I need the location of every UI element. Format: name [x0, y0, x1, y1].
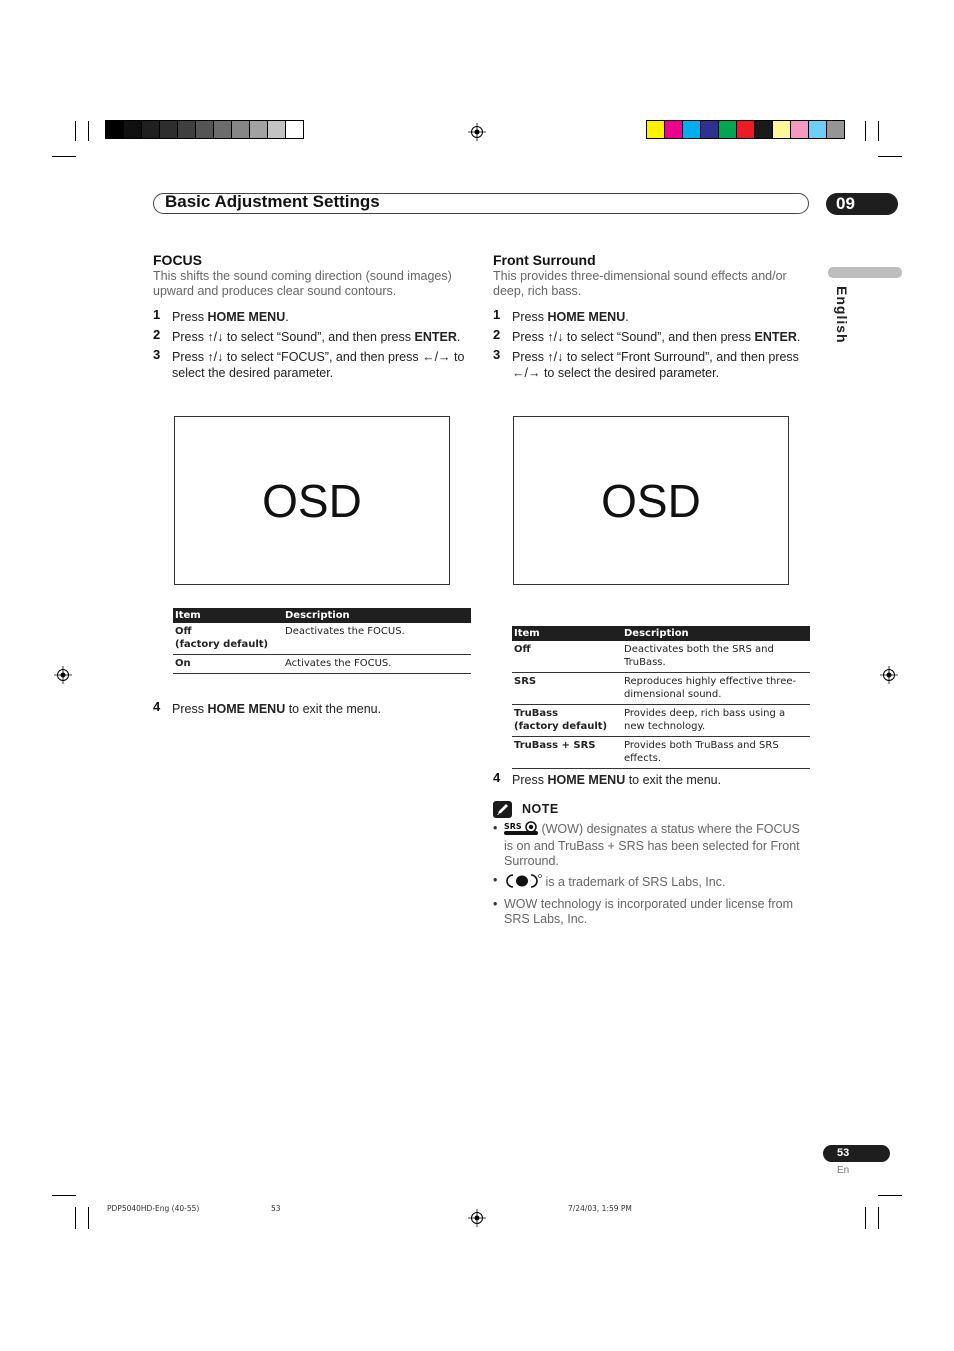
- table-item-cell: On: [173, 655, 283, 674]
- step-number: 2: [153, 327, 161, 342]
- color-swatch: [106, 121, 124, 138]
- step-keyword: HOME MENU: [207, 310, 286, 324]
- footer-filename: PDP5040HD-Eng (40-55): [107, 1204, 200, 1213]
- step-number: 4: [153, 699, 161, 714]
- list-item: [493, 897, 811, 927]
- table-row: [512, 705, 810, 737]
- color-swatch: [701, 121, 719, 138]
- table-item-cell: SRS: [512, 673, 622, 705]
- step-text: to exit the menu.: [285, 702, 382, 716]
- table-description-cell: Deactivates both the SRS and TruBass.: [622, 641, 810, 673]
- color-swatch: [647, 121, 665, 138]
- table-header-row: [173, 608, 471, 623]
- chapter-number-badge: 09: [826, 193, 898, 215]
- step-item: [493, 329, 813, 345]
- step-keyword: HOME MENU: [547, 310, 626, 324]
- focus-options-table: [173, 608, 471, 674]
- step-number: 4: [493, 770, 501, 785]
- process-color-bar: [646, 120, 845, 139]
- color-swatch: [250, 121, 268, 138]
- step-text: Press: [172, 310, 208, 324]
- focus-section: [153, 252, 473, 381]
- step-item: [153, 309, 473, 325]
- table-header-cell: Item: [173, 608, 283, 623]
- step-text: Press ↑/↓ to select “FOCUS”, and then press ←/→ to select the desired parameter.: [172, 350, 465, 380]
- color-swatch: [809, 121, 827, 138]
- step-text: to exit the menu.: [625, 773, 722, 787]
- section-title: Basic Adjustment Settings: [165, 192, 380, 211]
- step-number: 3: [153, 347, 161, 362]
- note-text: is a trademark of SRS Labs, Inc.: [542, 875, 726, 889]
- svg-text:SRS: • SRS: [504, 822, 522, 831]
- page-number-badge: 53: [823, 1145, 890, 1162]
- step-item: [153, 701, 473, 717]
- page-language: En: [837, 1165, 850, 1176]
- step-text: Press ↑/↓ to select “Sound”, and then press: [172, 330, 415, 344]
- osd-screen-placeholder: OSD: [513, 416, 789, 585]
- table-description-cell: Provides deep, rich bass using a new technology.: [622, 705, 810, 737]
- table-description-cell: Reproduces highly effective three-dimensional sound.: [622, 673, 810, 705]
- step-item: [493, 772, 813, 788]
- focus-intro: This shifts the sound coming direction (sound images) upward and produces clear sound contours.: [153, 269, 452, 298]
- language-tab: [828, 267, 902, 278]
- front-surround-step-4: [493, 768, 813, 788]
- table-description-cell: Deactivates the FOCUS.: [283, 623, 471, 655]
- table-row: [512, 641, 810, 673]
- table-item-cell: [173, 623, 283, 655]
- front-surround-title: Front Surround: [493, 252, 596, 268]
- table-item-cell: TruBass + SRS: [512, 737, 622, 769]
- table-row: [512, 737, 810, 769]
- footer-page: 53: [271, 1204, 281, 1213]
- step-text: .: [456, 330, 461, 344]
- color-swatch: [214, 121, 232, 138]
- item-name: TruBass: [514, 708, 559, 719]
- table-row: [173, 655, 471, 674]
- note-text: (WOW) designates a status where the FOCUS is on and TruBass + SRS has been selected for Front Surround.: [504, 822, 800, 868]
- color-swatch: [827, 121, 844, 138]
- list-item: [493, 873, 811, 893]
- step-number: 2: [493, 327, 501, 342]
- note-text: WOW technology is incorporated under license from SRS Labs, Inc.: [504, 897, 794, 926]
- color-swatch: [160, 121, 178, 138]
- color-swatch: [196, 121, 214, 138]
- table-row: [173, 623, 471, 655]
- color-swatch: [737, 121, 755, 138]
- language-label: English: [834, 286, 850, 344]
- table-header-cell: Description: [283, 608, 471, 623]
- step-text: .: [796, 330, 801, 344]
- color-swatch: [286, 121, 303, 138]
- focus-step-4: [153, 697, 473, 717]
- focus-title: FOCUS: [153, 252, 202, 268]
- grayscale-color-bar: [105, 120, 304, 139]
- step-text: .: [625, 310, 629, 324]
- step-text: Press: [172, 702, 208, 716]
- front-surround-intro: This provides three-dimensional sound effects and/or deep, rich bass.: [493, 269, 787, 298]
- step-number: 1: [153, 307, 161, 322]
- table-item-cell: Off: [512, 641, 622, 673]
- step-keyword: HOME MENU: [207, 702, 286, 716]
- step-text: Press ↑/↓ to select “Sound”, and then press: [512, 330, 755, 344]
- front-surround-section: [493, 252, 813, 381]
- item-note: (factory default): [175, 639, 269, 650]
- footer-date: 7/24/03, 1:59 PM: [568, 1204, 632, 1213]
- table-header-cell: Item: [512, 626, 622, 641]
- table-header-cell: Description: [622, 626, 810, 641]
- note-label: NOTE: [522, 802, 559, 816]
- registration-mark-icon: [468, 123, 486, 141]
- color-swatch: [683, 121, 701, 138]
- osd-screen-placeholder: OSD: [174, 416, 450, 585]
- note-bullet-list: [493, 821, 811, 931]
- step-keyword: ENTER: [414, 330, 457, 344]
- step-text: .: [285, 310, 289, 324]
- step-number: 3: [493, 347, 501, 362]
- registration-mark-icon: [54, 666, 72, 684]
- step-number: 1: [493, 307, 501, 322]
- color-swatch: [124, 121, 142, 138]
- color-swatch: [232, 121, 250, 138]
- table-header-row: [512, 626, 810, 641]
- step-item: [153, 329, 473, 345]
- step-item: [153, 349, 473, 381]
- front-surround-options-table: [512, 626, 810, 769]
- step-item: [493, 309, 813, 325]
- color-swatch: [142, 121, 160, 138]
- color-swatch: [719, 121, 737, 138]
- srs-trademark-logo-icon: [504, 873, 542, 893]
- step-keyword: HOME MENU: [547, 773, 626, 787]
- srs-wow-logo-icon: [504, 821, 538, 839]
- step-text: Press: [512, 773, 548, 787]
- step-keyword: ENTER: [754, 330, 797, 344]
- color-swatch: [773, 121, 791, 138]
- table-row: [512, 673, 810, 705]
- note-header: [493, 800, 559, 818]
- item-name: Off: [175, 626, 192, 637]
- color-swatch: [665, 121, 683, 138]
- table-item-cell: [512, 705, 622, 737]
- color-swatch: [268, 121, 286, 138]
- step-item: [493, 349, 813, 381]
- color-swatch: [178, 121, 196, 138]
- color-swatch: [791, 121, 809, 138]
- step-text: Press: [512, 310, 548, 324]
- registration-mark-icon: [468, 1209, 486, 1227]
- step-text: Press ↑/↓ to select “Front Surround”, and then press ←/→ to select the desired parameter.: [512, 350, 799, 380]
- item-note: (factory default): [514, 721, 608, 732]
- registration-mark-icon: [880, 666, 898, 684]
- table-description-cell: Activates the FOCUS.: [283, 655, 471, 674]
- pencil-note-icon: [493, 801, 512, 818]
- table-description-cell: Provides both TruBass and SRS effects.: [622, 737, 810, 769]
- list-item: [493, 821, 811, 869]
- color-swatch: [755, 121, 773, 138]
